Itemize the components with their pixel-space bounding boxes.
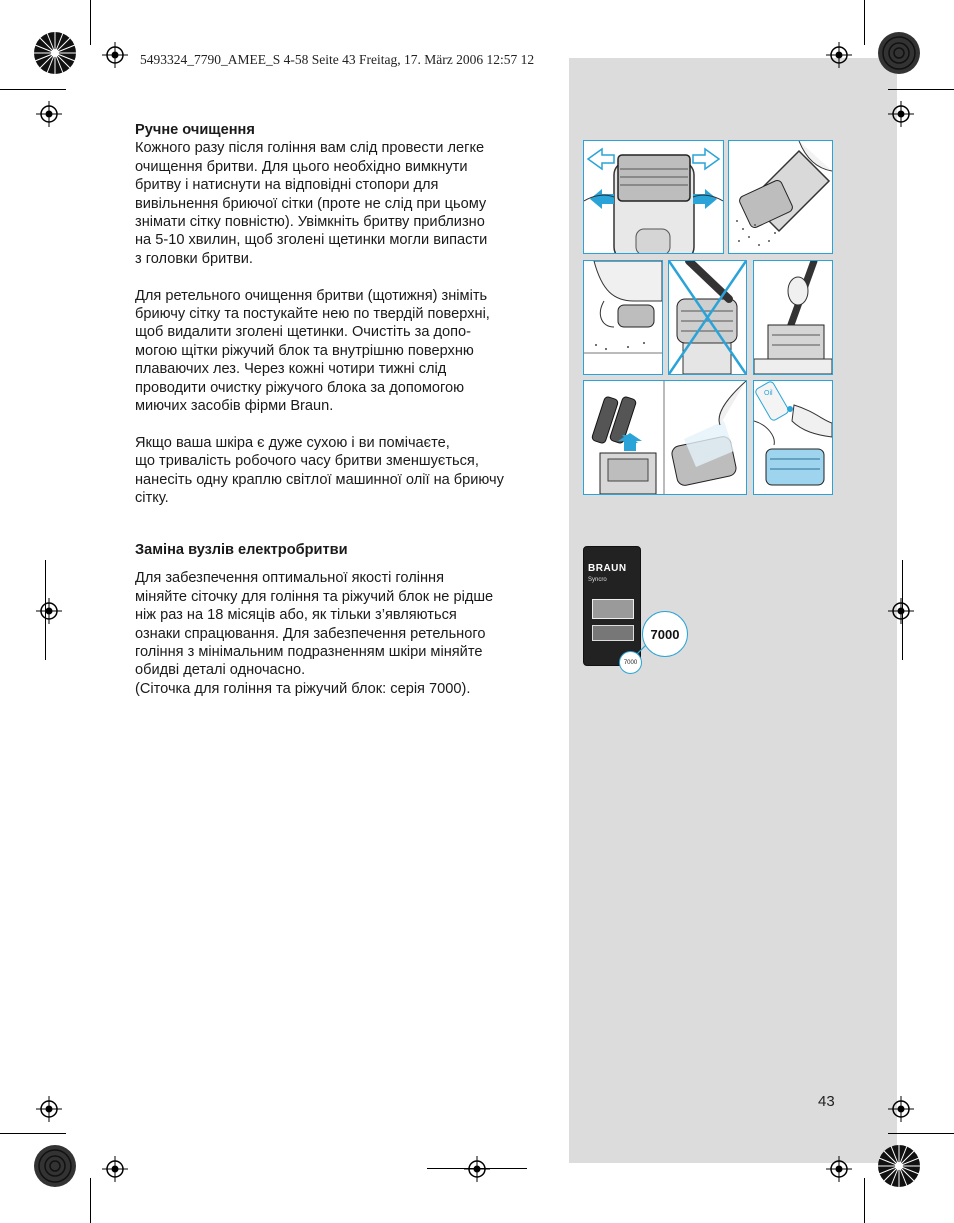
illustration-cutter-block — [583, 380, 747, 495]
crosshair-mark — [102, 1156, 128, 1182]
crop-line — [902, 560, 903, 660]
page-number: 43 — [818, 1093, 835, 1110]
crosshair-mark — [464, 1156, 490, 1182]
paragraph-oil-tip: Якщо ваша шкіра є дуже сухою і ви помічаєте, що тривалість робочого часу бритви зменшується, нанесіть одну краплю світлої машинної олії на бриючу сітку. — [135, 434, 504, 507]
crosshair-mark — [826, 42, 852, 68]
product-line: Syncro — [588, 577, 607, 583]
color-wheel-mark — [877, 1144, 921, 1188]
series-callout-7000: 7000 — [642, 611, 688, 657]
package-foil-image — [592, 599, 634, 619]
illustration-oil-drop — [753, 380, 833, 495]
color-wheel-mark — [33, 1144, 77, 1188]
crop-line — [864, 0, 865, 45]
color-wheel-mark — [877, 31, 921, 75]
crop-line — [888, 1133, 954, 1134]
print-header: 5493324_7790_AMEE_S 4-58 Seite 43 Freitag, 17. März 2006 12:57 12 — [140, 52, 535, 67]
crop-line — [90, 1178, 91, 1223]
oil-bottle-label: Oil — [764, 390, 773, 397]
paragraph-replacement: Для забезпечення оптимальної якості гоління міняйте сіточку для гоління та ріжучий блок не рідше ніж раз на 18 місяців або, як тільки з’являються ознаки спрацювання. Для забезпечення ретельного гоління з мінімальним подразненням шкіри міняйте обидві деталі одночасно. (Сіточка для гоління та ріжучий блок: серія 7000). — [135, 570, 494, 697]
crop-line — [427, 1168, 527, 1169]
section-title-parts-replacement: Заміна вузлів електробритви — [135, 542, 348, 558]
crop-line — [864, 1178, 865, 1223]
braun-logo: BRAUN — [588, 563, 627, 574]
crop-line — [0, 1133, 66, 1134]
illustration-shaving-residue — [728, 140, 833, 254]
crop-line — [0, 89, 66, 90]
crosshair-mark — [888, 598, 914, 624]
crosshair-mark — [36, 1096, 62, 1122]
crop-line — [90, 0, 91, 45]
color-wheel-mark — [33, 31, 77, 75]
illustration-release-foil — [583, 140, 724, 254]
crosshair-mark — [888, 101, 914, 127]
crosshair-mark — [36, 598, 62, 624]
illustration-brush-cutter — [753, 260, 833, 375]
section-title-manual-cleaning: Ручне очищення — [135, 122, 255, 138]
crosshair-mark — [36, 101, 62, 127]
crosshair-mark — [102, 42, 128, 68]
paragraph-weekly-cleaning: Для ретельного очищення бритви (щотижня) зніміть бриючу сітку та постукайте нею по твердій поверхні, щоб видалити зголені щетинки. Очистіть за допо- могою щітки ріжучий блок та внутрішню поверхню плаваючих лез. Через кожні чотири тижні слід проводити очистку ріжучого блока за допомогою миючих засобів фірми Braun. — [135, 287, 490, 415]
section-manual-cleaning — [135, 121, 560, 508]
paragraph-daily-cleaning: Кожного разу після гоління вам слід провести легке очищення бритви. Для цього необхідно вимкнути бритву і натиснути на відповідні стопори для вивільнення бриючої сітки (проте не слід при цьому знімати сітку повністю). Увімкніть бритву приблизно на 5-10 хвилин, щоб зголені щетинки могли випасти з головки бритви. — [135, 140, 488, 267]
crosshair-mark — [888, 1096, 914, 1122]
crop-line — [45, 560, 46, 660]
crosshair-mark — [826, 1156, 852, 1182]
series-badge-small: 7000 — [619, 651, 642, 674]
section-parts-replacement — [135, 541, 560, 698]
illustration-tap-foil — [583, 260, 663, 375]
crop-line — [888, 89, 954, 90]
illustration-do-not-brush-foil — [668, 260, 747, 375]
